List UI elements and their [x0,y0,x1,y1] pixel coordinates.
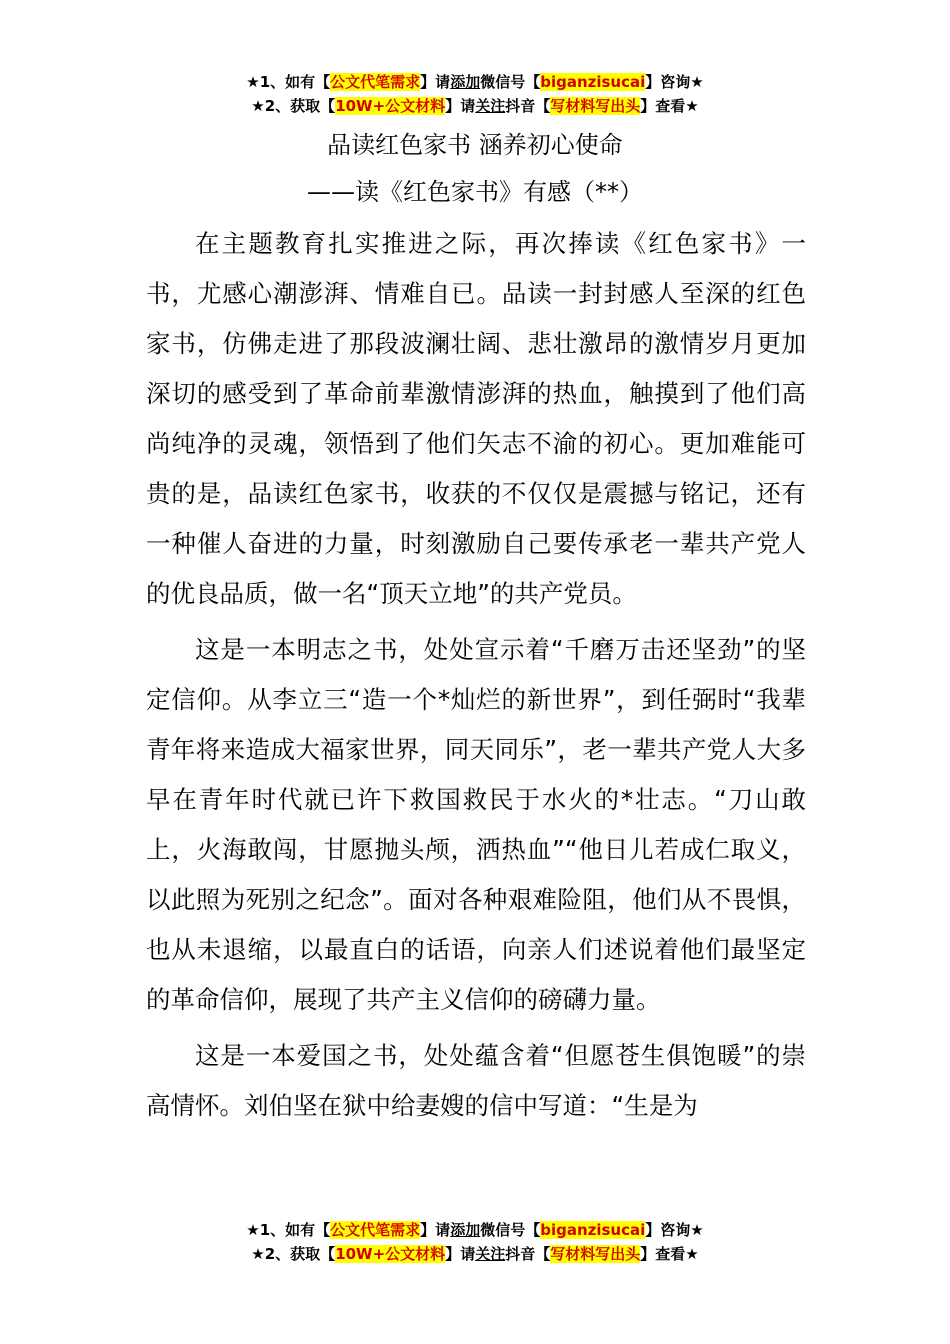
banner-underlined-text: 关注 [475,97,506,115]
paragraph: 在主题教育扎实推进之际，再次捧读《红色家书》一书，尤感心潮澎湃、情难自已。品读一封封感人至深的红色家书，仿佛走进了那段波澜壮阔、悲壮激昂的激情岁月更加深切的感受到了革命前辈激情澎湃的热血，触摸到了他们高尚纯净的灵魂，领悟到了他们矢志不渝的初心。更加难能可贵的是，品读红色家书，收获的不仅仅是震撼与铭记，还有一种催人奋进的力量，时刻激励自己要传承老一辈共产党人的优良品质，做一名“顶天立地”的共产党员。 [146,229,806,608]
banner-text: 】请 [445,1245,476,1263]
banner-highlight-materials: 10W+公文材料 [335,1245,446,1263]
banner-prefix: ★1、如有【 [246,1221,331,1239]
paragraph: 这是一本爱国之书，处处蕴含着“但愿苍生俱饱暖”的崇高情怀。刘伯坚在狱中给妻嫂的信中写道：“生是为 [146,1041,806,1120]
banner-highlight-douyin: 写材料写出头 [550,1245,641,1263]
document-title: 品读红色家书 涵养初心使命 [327,131,623,159]
paragraph: 这是一本明志之书，处处宣示着“千磨万击还坚劲”的坚定信仰。从李立三“造一个*灿烂的新世界”，到任弼时“我辈青年将来造成大福家世界，同天同乐”，老一辈共产党人大多早在青年时代就已许下救国救民于水火的*壮志。“刀山敢上，火海敢闯，甘愿抛头颅，洒热血”“他日儿若成仁取义，以此照为死别之纪念”。面对各种艰难险阻，他们从不畏惧，也从未退缩，以最直白的话语，向亲人们述说着他们最坚定的革命信仰，展现了共产主义信仰的磅礴力量。 [146,635,806,1014]
banner-text: 抖音【 [505,1245,551,1263]
banner-suffix: 】查看★ [640,97,699,115]
banner-highlight-wechat-id: biganzisucai [540,1221,646,1239]
document-body [146,219,806,1131]
banner-suffix: 】咨询★ [645,73,704,91]
banner-prefix: ★2、获取【 [251,1245,336,1263]
banner-text: 抖音【 [505,97,551,115]
banner-text: 微信号【 [480,1221,541,1239]
footer-banner-line-1 [0,1218,950,1242]
banner-text: 】请 [420,1221,451,1239]
banner-prefix: ★1、如有【 [246,73,331,91]
footer-banner-line-2 [0,1242,950,1266]
banner-highlight-wechat-id: biganzisucai [540,73,646,91]
banner-suffix: 】咨询★ [645,1221,704,1239]
banner-highlight-douyin: 写材料写出头 [550,97,641,115]
banner-text: 】请 [420,73,451,91]
banner-highlight-service: 公文代笔需求 [330,1221,421,1239]
banner-underlined-text: 关注 [475,1245,506,1263]
banner-highlight-materials: 10W+公文材料 [335,97,446,115]
header-banner-line-1 [0,70,950,94]
banner-text: 微信号【 [480,73,541,91]
banner-underlined-text: 添加 [450,73,481,91]
banner-text: 】请 [445,97,476,115]
banner-underlined-text: 添加 [450,1221,481,1239]
banner-prefix: ★2、获取【 [251,97,336,115]
banner-suffix: 】查看★ [640,1245,699,1263]
document-subtitle: ——读《红色家书》有感（**） [307,178,643,206]
header-banner-line-2 [0,94,950,118]
banner-highlight-service: 公文代笔需求 [330,73,421,91]
